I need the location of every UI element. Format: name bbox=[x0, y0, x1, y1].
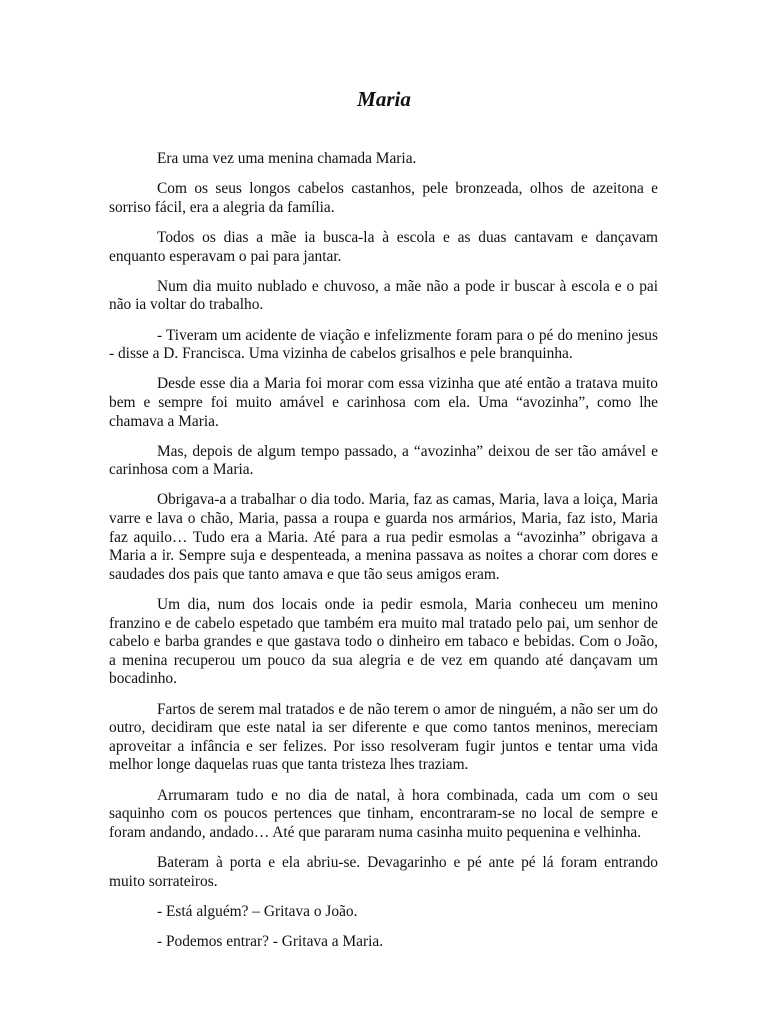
paragraph: - Podemos entrar? - Gritava a Maria. bbox=[157, 932, 384, 950]
paragraph: Era uma vez uma menina chamada Maria. bbox=[157, 150, 417, 167]
paragraph: Mas, depois de algum tempo passado, a “avozinha” deixou de ser tão amável e carinhosa com a Maria. bbox=[109, 442, 658, 479]
paragraph: Um dia, num dos locais onde ia pedir esmola, Maria conheceu um menino franzino e de cabelo espetado que também era muito mal tratado pelo pai, um senhor de cabelo e barba grandes e que gastava todo o dinheiro em tabaco e bebidas. Com o João, a menina recuperou um pouco da sua alegria e de vez em quando até dançavam um bocadinho. bbox=[109, 596, 658, 688]
paragraph: Fartos de serem mal tratados e de não terem o amor de ninguém, a não ser um do outro, decidiram que este natal ia ser diferente e que como tantos meninos, mereciam aproveitar a infância e ser felizes. Por isso resolveram fugir juntos e tentar uma vida melhor longe daquelas ruas que tanta tristeza lhes traziam. bbox=[109, 700, 658, 774]
paragraph: Obrigava-a a trabalhar o dia todo. Maria, faz as camas, Maria, lava a loiça, Maria varre e lava o chão, Maria, passa a roupa e guarda nos armários, Maria, faz isto, Maria faz aquilo… Tudo era a Maria. Até para a rua pedir esmolas a “avozinha” obrigava a Maria a ir. Sempre suja e despenteada, a menina passava as noites a chorar com dores e saudades dos pais que tanto amava e que tão seus amigos eram. bbox=[109, 491, 658, 583]
paragraph: Todos os dias a mãe ia busca-la à escola e as duas cantavam e dançavam enquanto esperavam o pai para jantar. bbox=[109, 228, 658, 265]
paragraph: Arrumaram tudo e no dia de natal, à hora combinada, cada um com o seu saquinho com os poucos pertences que tinham, encontraram-se no local de sempre e foram andando, andado… Até que pararam numa casinha muito pequenina e velhinha. bbox=[109, 786, 658, 841]
paragraph: Num dia muito nublado e chuvoso, a mãe não a pode ir buscar à escola e o pai não ia voltar do trabalho. bbox=[109, 277, 658, 314]
document-title: Maria bbox=[357, 87, 411, 111]
paragraph: - Tiveram um acidente de viação e infelizmente foram para o pé do menino jesus - disse a D. Francisca. Uma vizinha de cabelos grisalhos e pele branquinha. bbox=[109, 326, 658, 363]
paragraph: - Está alguém? – Gritava o João. bbox=[157, 902, 358, 920]
paragraph: Bateram à porta e ela abriu-se. Devagarinho e pé ante pé lá foram entrando muito sorrateiros. bbox=[109, 853, 658, 890]
paragraph: Com os seus longos cabelos castanhos, pele bronzeada, olhos de azeitona e sorriso fácil, era a alegria da família. bbox=[109, 180, 658, 216]
document-body bbox=[109, 150, 658, 963]
paragraph: Desde esse dia a Maria foi morar com essa vizinha que até então a tratava muito bem e sempre foi muito amável e carinhosa com ela. Uma “avozinha”, como lhe chamava a Maria. bbox=[109, 375, 658, 430]
